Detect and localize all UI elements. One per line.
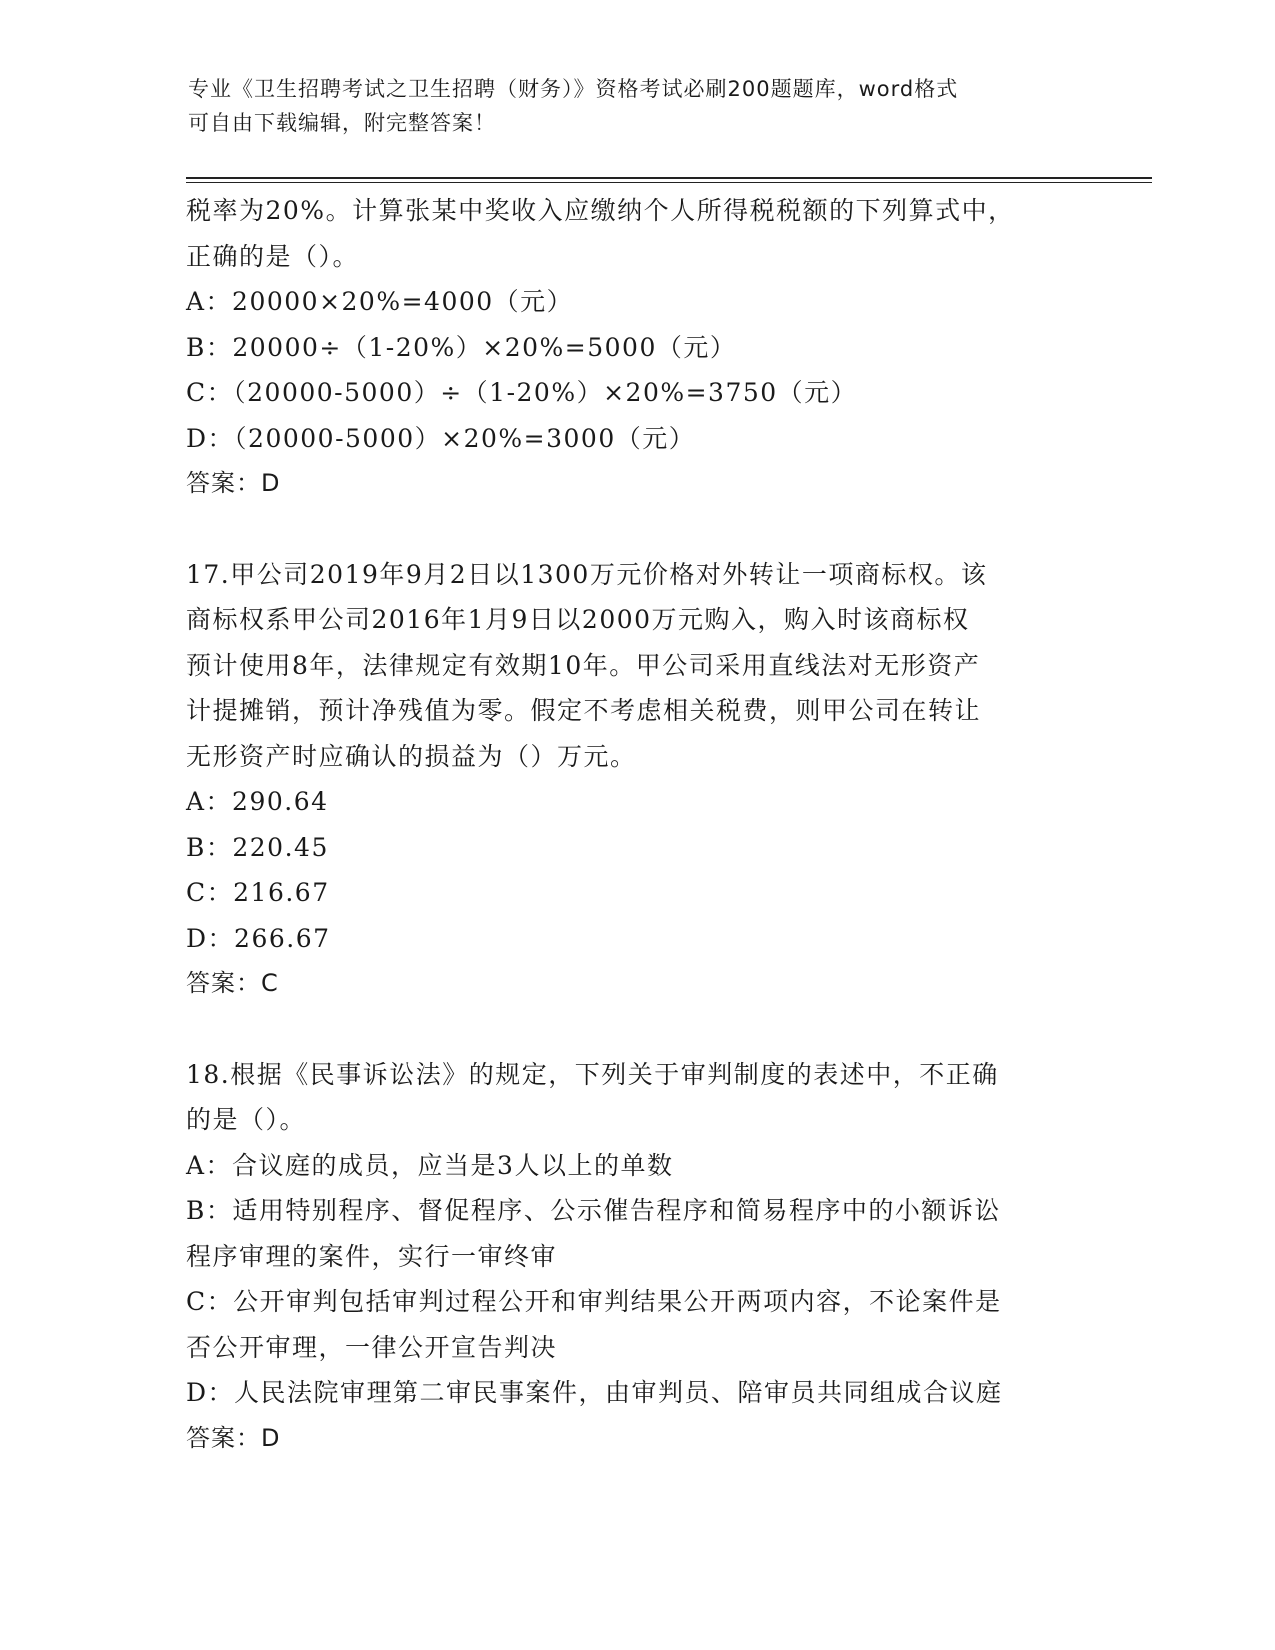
question-text-line: 计提摊销，预计净残值为零。假定不考虑相关税费，则甲公司在转让 bbox=[186, 696, 982, 725]
option-c-continued: 否公开审理，一律公开宣告判决 bbox=[186, 1332, 558, 1362]
option-b: B：适用特别程序、督促程序、公示催告程序和简易程序中的小额诉讼 bbox=[186, 1196, 1001, 1225]
option-a: A：20000×20%=4000（元） bbox=[186, 287, 574, 316]
question-prev bbox=[186, 188, 1086, 507]
question-text-line: 预计使用8年，法律规定有效期10年。甲公司采用直线法对无形资产 bbox=[186, 650, 981, 680]
document-body bbox=[186, 188, 1086, 1461]
question-text-line: 17.甲公司2019年9月2日以1300万元价格对外转让一项商标权。该 bbox=[186, 559, 988, 589]
document-header bbox=[188, 72, 1068, 140]
option-c: C：公开审判包括审判过程公开和审判结果公开两项内容，不论案件是 bbox=[186, 1287, 1002, 1316]
option-a: A：290.64 bbox=[186, 787, 329, 816]
option-b: B：20000÷（1-20%）×20%=5000（元） bbox=[186, 332, 737, 362]
question-text-line: 无形资产时应确认的损益为（）万元。 bbox=[186, 741, 637, 771]
question-18 bbox=[186, 1052, 1086, 1462]
question-text-line: 的是（）。 bbox=[186, 1105, 307, 1134]
header-rule-thin bbox=[186, 182, 1152, 183]
option-b-continued: 程序审理的案件，实行一审终审 bbox=[186, 1241, 558, 1271]
option-a: A：合议庭的成员，应当是3人以上的单数 bbox=[186, 1150, 674, 1180]
answer-label: 答案：C bbox=[186, 969, 279, 997]
question-text-line: 税率为20%。计算张某中奖收入应缴纳个人所得税税额的下列算式中， bbox=[186, 196, 1015, 225]
answer-label: 答案：D bbox=[186, 469, 281, 497]
option-d: D：人民法院审理第二审民事案件，由审判员、陪审员共同组成合议庭 bbox=[186, 1378, 1003, 1407]
option-c: C：216.67 bbox=[186, 878, 330, 907]
option-c: C：（20000-5000）÷（1-20%）×20%=3750（元） bbox=[186, 378, 858, 407]
header-line-2: 可自由下载编辑，附完整答案！ bbox=[188, 111, 496, 135]
answer-label: 答案：D bbox=[186, 1423, 281, 1452]
header-rule-thick bbox=[186, 177, 1152, 179]
question-text-line: 正确的是（）。 bbox=[186, 241, 360, 271]
question-text-line: 18.根据《民事诉讼法》的规定，下列关于审判制度的表述中，不正确 bbox=[186, 1059, 999, 1089]
option-d: D：266.67 bbox=[186, 923, 331, 953]
option-b: B：220.45 bbox=[186, 832, 329, 862]
option-d: D：（20000-5000）×20%=3000（元） bbox=[186, 423, 696, 453]
question-text-line: 商标权系甲公司2016年1月9日以2000万元购入，购入时该商标权 bbox=[186, 605, 970, 634]
question-17 bbox=[186, 552, 1086, 1007]
header-line-1: 专业《卫生招聘考试之卫生招聘（财务）》资格考试必刷200题题库，word格式 bbox=[188, 77, 959, 101]
